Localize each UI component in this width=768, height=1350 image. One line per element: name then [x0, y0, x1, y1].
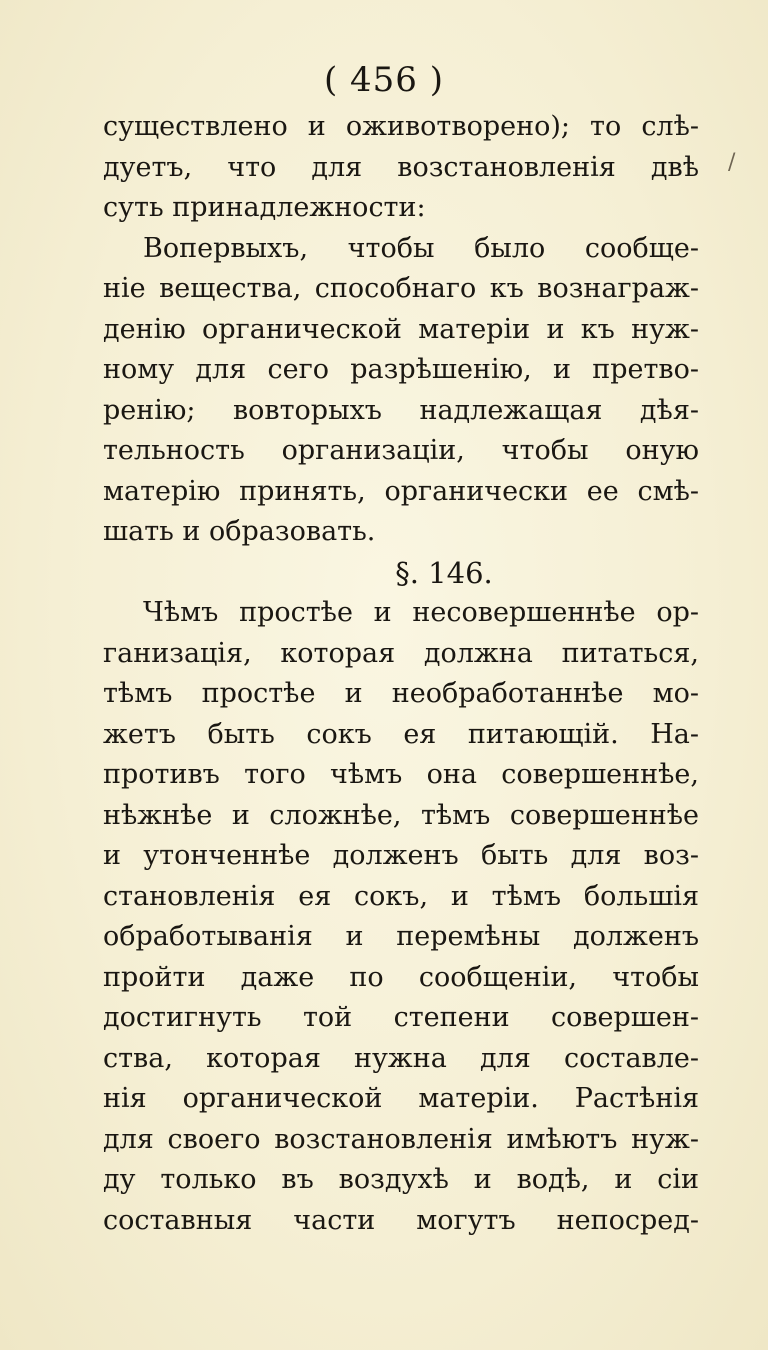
text-line: пройти даже по сообщеніи, чтобы — [103, 961, 699, 993]
text-line: нія органической матеріи. Растѣнія — [103, 1083, 699, 1114]
text-line: достигнуть той степени совершен- — [103, 1002, 699, 1033]
margin-stroke-mark: / — [728, 150, 736, 175]
text-line: ніе вещества, способнаго къ вознаграж- — [103, 273, 699, 304]
text-line: суть принадлежности: — [103, 192, 426, 223]
text-line: ду только въ воздухѣ и водѣ, и сіи — [103, 1164, 699, 1195]
text-line: тѣмъ простѣе и необработаннѣе мо- — [103, 678, 699, 709]
text-line: противъ того чѣмъ она совершеннѣе, — [103, 759, 699, 790]
text-line: денію органической матеріи и къ нуж- — [103, 313, 699, 345]
paragraph-2 — [103, 229, 699, 553]
text-line: для своего возстановленія имѣютъ нуж- — [103, 1123, 699, 1155]
paragraph-3 — [103, 593, 699, 1241]
text-line: ства, которая нужна для составле- — [103, 1042, 699, 1074]
text-line: тельность организаціи, чтобы оную — [103, 435, 699, 466]
page-text — [103, 107, 699, 1241]
text-line: шать и образовать. — [103, 516, 376, 547]
paragraph-1 — [103, 107, 699, 229]
text-line: составныя части могутъ непосред- — [103, 1204, 699, 1236]
page-number: ( 456 ) — [323, 60, 445, 100]
text-line: нѣжнѣе и сложнѣе, тѣмъ совершеннѣе — [103, 799, 699, 831]
text-line: существлено и оживотворено); то слѣ- — [103, 111, 699, 142]
text-line: обработыванія и перемѣны долженъ — [103, 921, 699, 952]
text-line: Вопервыхъ, чтобы было сообще- — [143, 232, 699, 264]
text-line: ганизація, которая должна питаться, — [103, 637, 699, 669]
section-heading: §. 146. — [395, 555, 493, 590]
text-line: жетъ быть сокъ ея питающій. На- — [103, 718, 699, 750]
text-line: и утонченнѣе долженъ быть для воз- — [103, 840, 699, 871]
text-line: дуетъ, что для возстановленія двѣ — [103, 151, 699, 183]
text-line: ренію; вовторыхъ надлежащая дѣя- — [103, 394, 699, 426]
text-line: становленія ея сокъ, и тѣмъ большія — [103, 880, 699, 912]
text-line: ному для сего разрѣшенію, и претво- — [103, 354, 699, 385]
text-line: матерію принять, органически ее смѣ- — [103, 475, 699, 507]
text-line: Чѣмъ простѣе и несовершеннѣе ор- — [143, 597, 699, 628]
